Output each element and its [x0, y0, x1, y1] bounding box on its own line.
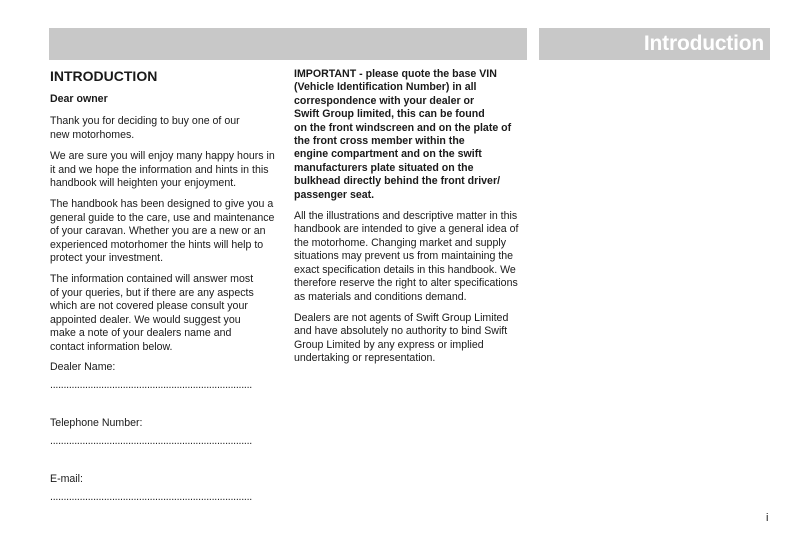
disclaimer-paragraph: All the illustrations and descriptive matter in this handbook are intended to give a general idea of the motorhome. Changing market and supply situations may prevent us from maintaining the exact specification details in this handbook. We therefore reserve the right to alter specifications as materials and conditions demand. [294, 210, 519, 303]
page-number: i [766, 512, 769, 524]
email-field[interactable]: ........................................................................... [50, 491, 252, 503]
important-notice: IMPORTANT - please quote the base VIN (Vehicle Identification Number) in all correspondence with your dealer or Swift Group limited, this can be found on the front windscreen and on the plate of the front cross member within the engine compartment and on the swift manufacturers plate situated on the bulkhead directly behind the front driver/ passenger seat. [294, 68, 512, 201]
telephone-number-label: Telephone Number: [50, 417, 143, 429]
greeting: Dear owner [50, 93, 108, 105]
intro-paragraph: We are sure you will enjoy many happy hours in it and we hope the information and hints in this handbook will heighten your enjoyment. [50, 150, 275, 190]
disclaimer-paragraph: Dealers are not agents of Swift Group Limited and have absolutely no authority to bind Swift Group Limited by any express or implied undertaking or representation. [294, 311, 509, 365]
section-title: Introduction [539, 28, 770, 60]
intro-paragraph: The handbook has been designed to give you a general guide to the care, use and maintenance of your caravan. Whether you are a new or an experienced motorhomer the hints will help to protect your investment. [50, 198, 275, 265]
intro-paragraph: The information contained will answer most of your queries, but if there are any aspects which are not covered please consult your appointed dealer. We would suggest you make a note of your dealers name and contact information below. [50, 273, 254, 353]
intro-paragraph: Thank you for deciding to buy one of our new motorhomes. [50, 115, 240, 141]
dealer-name-label: Dealer Name: [50, 361, 116, 373]
telephone-number-field[interactable]: ........................................................................... [50, 435, 252, 447]
page-heading: INTRODUCTION [50, 68, 158, 84]
email-label: E-mail: [50, 473, 83, 485]
right-column [294, 68, 530, 374]
header-bar [49, 28, 527, 60]
left-column [50, 68, 285, 362]
dealer-name-field[interactable]: ........................................................................... [50, 379, 252, 391]
